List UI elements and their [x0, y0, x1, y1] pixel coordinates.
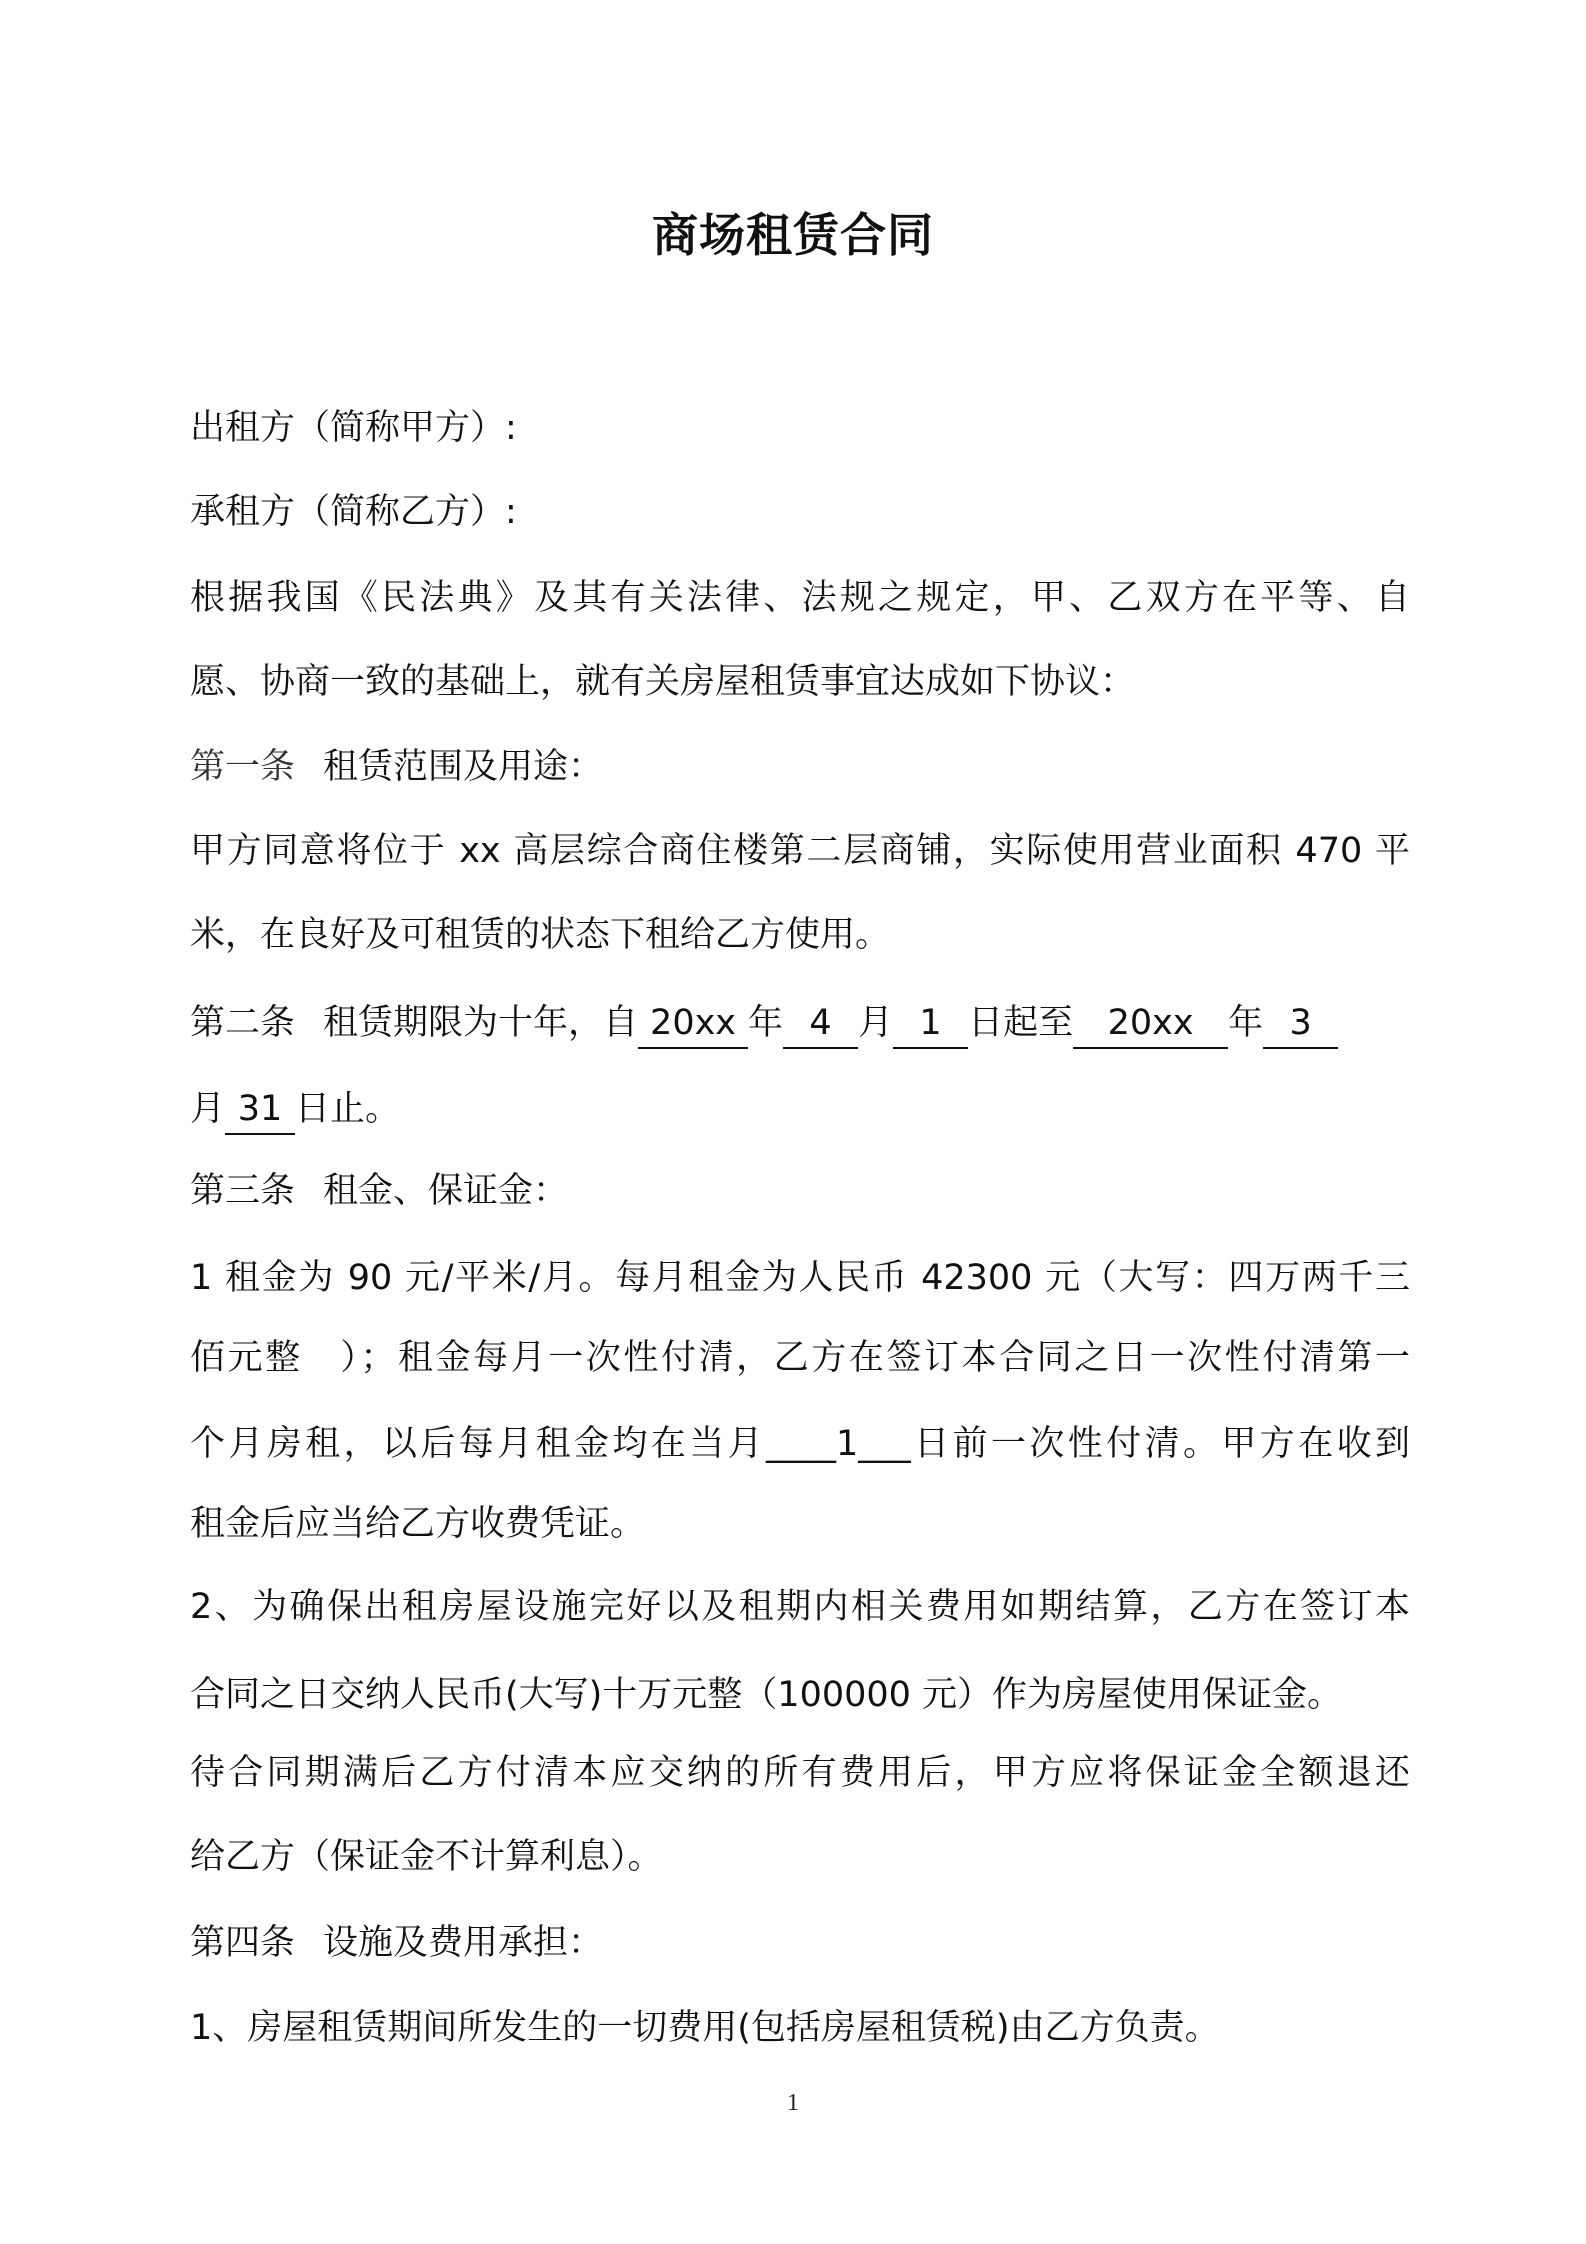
article-1-header [190, 742, 1410, 792]
start-month-field: 4 [783, 1001, 858, 1049]
rent-line-2: 佰元整 ）；租金每月一次性付清，乙方在签订本合同之日一次性付清第一 [190, 1338, 1410, 1378]
year-label-2: 年 [1228, 1003, 1264, 1043]
rent-line-4: 租金后应当给乙方收费凭证。 [190, 1504, 646, 1544]
end-month-field: 3 [1263, 1001, 1338, 1049]
article-2-line-2 [190, 1084, 1410, 1135]
article-2-number: 第二条 [190, 1003, 296, 1043]
year-label: 年 [748, 1003, 784, 1043]
start-year-field: 20xx [638, 1001, 748, 1049]
preamble-line-1: 根据我国《民法典》及其有关法律、法规之规定，甲、乙双方在平等、自 [190, 578, 1410, 618]
lessor-label: 出租方（简称甲方）: [190, 408, 517, 448]
page-number: 1 [787, 2090, 799, 2116]
rent-line-3: 个月房租，以后每月租金均在当月____1___日前一次性付清。甲方在收到 [190, 1424, 1410, 1464]
deposit-line-4: 给乙方（保证金不计算利息）。 [190, 1837, 663, 1877]
article-4-heading: 设施及费用承担： [323, 1923, 604, 1963]
article-1-line-1: 甲方同意将位于 xx 高层综合商住楼第二层商铺，实际使用营业面积 470 平 [190, 831, 1410, 871]
deposit-line-2: 合同之日交纳人民币(大写)十万元整（100000 元）作为房屋使用保证金。 [190, 1675, 1343, 1715]
article-1-number: 第一条 [190, 747, 296, 787]
page-title: 商场租赁合同 [652, 208, 934, 262]
article-3-number: 第三条 [190, 1171, 296, 1211]
term-text: 租赁期限为十年，自 [323, 1003, 639, 1043]
article-1-line-2: 米，在良好及可租赁的状态下租给乙方使用。 [190, 915, 891, 955]
article-3-header [190, 1166, 1410, 1216]
preamble-line-2: 愿、协商一致的基础上，就有关房屋租赁事宜达成如下协议： [190, 662, 1136, 702]
deposit-line-1: 2、为确保出租房屋设施完好以及租期内相关费用如期结算，乙方在签订本 [190, 1587, 1410, 1627]
end-year-field: 20xx [1073, 1001, 1228, 1049]
day-end-label: 日止。 [295, 1089, 401, 1129]
article-4-number: 第四条 [190, 1923, 296, 1963]
month-label: 月 [858, 1003, 894, 1043]
month-label-2: 月 [190, 1089, 226, 1129]
deposit-line-3: 待合同期满后乙方付清本应交纳的所有费用后，甲方应将保证金全额退还 [190, 1753, 1410, 1793]
rent-line-1: 1 租金为 90 元/平米/月。每月租金为人民币 42300 元（大写：四万两千三 [190, 1258, 1410, 1298]
article-3-heading: 租金、保证金： [323, 1171, 569, 1211]
end-day-field: 31 [225, 1087, 295, 1135]
day-to-label: 日起至 [968, 1003, 1074, 1043]
facilities-line-1: 1、房屋租赁期间所发生的一切费用(包括房屋租赁税)由乙方负责。 [190, 2008, 1220, 2048]
article-4-header [190, 1918, 1410, 1968]
start-day-field: 1 [893, 1001, 968, 1049]
article-2-line-1 [190, 998, 1410, 1049]
lessee-label: 承租方（简称乙方）: [190, 492, 517, 532]
article-1-heading: 租赁范围及用途： [323, 747, 604, 787]
